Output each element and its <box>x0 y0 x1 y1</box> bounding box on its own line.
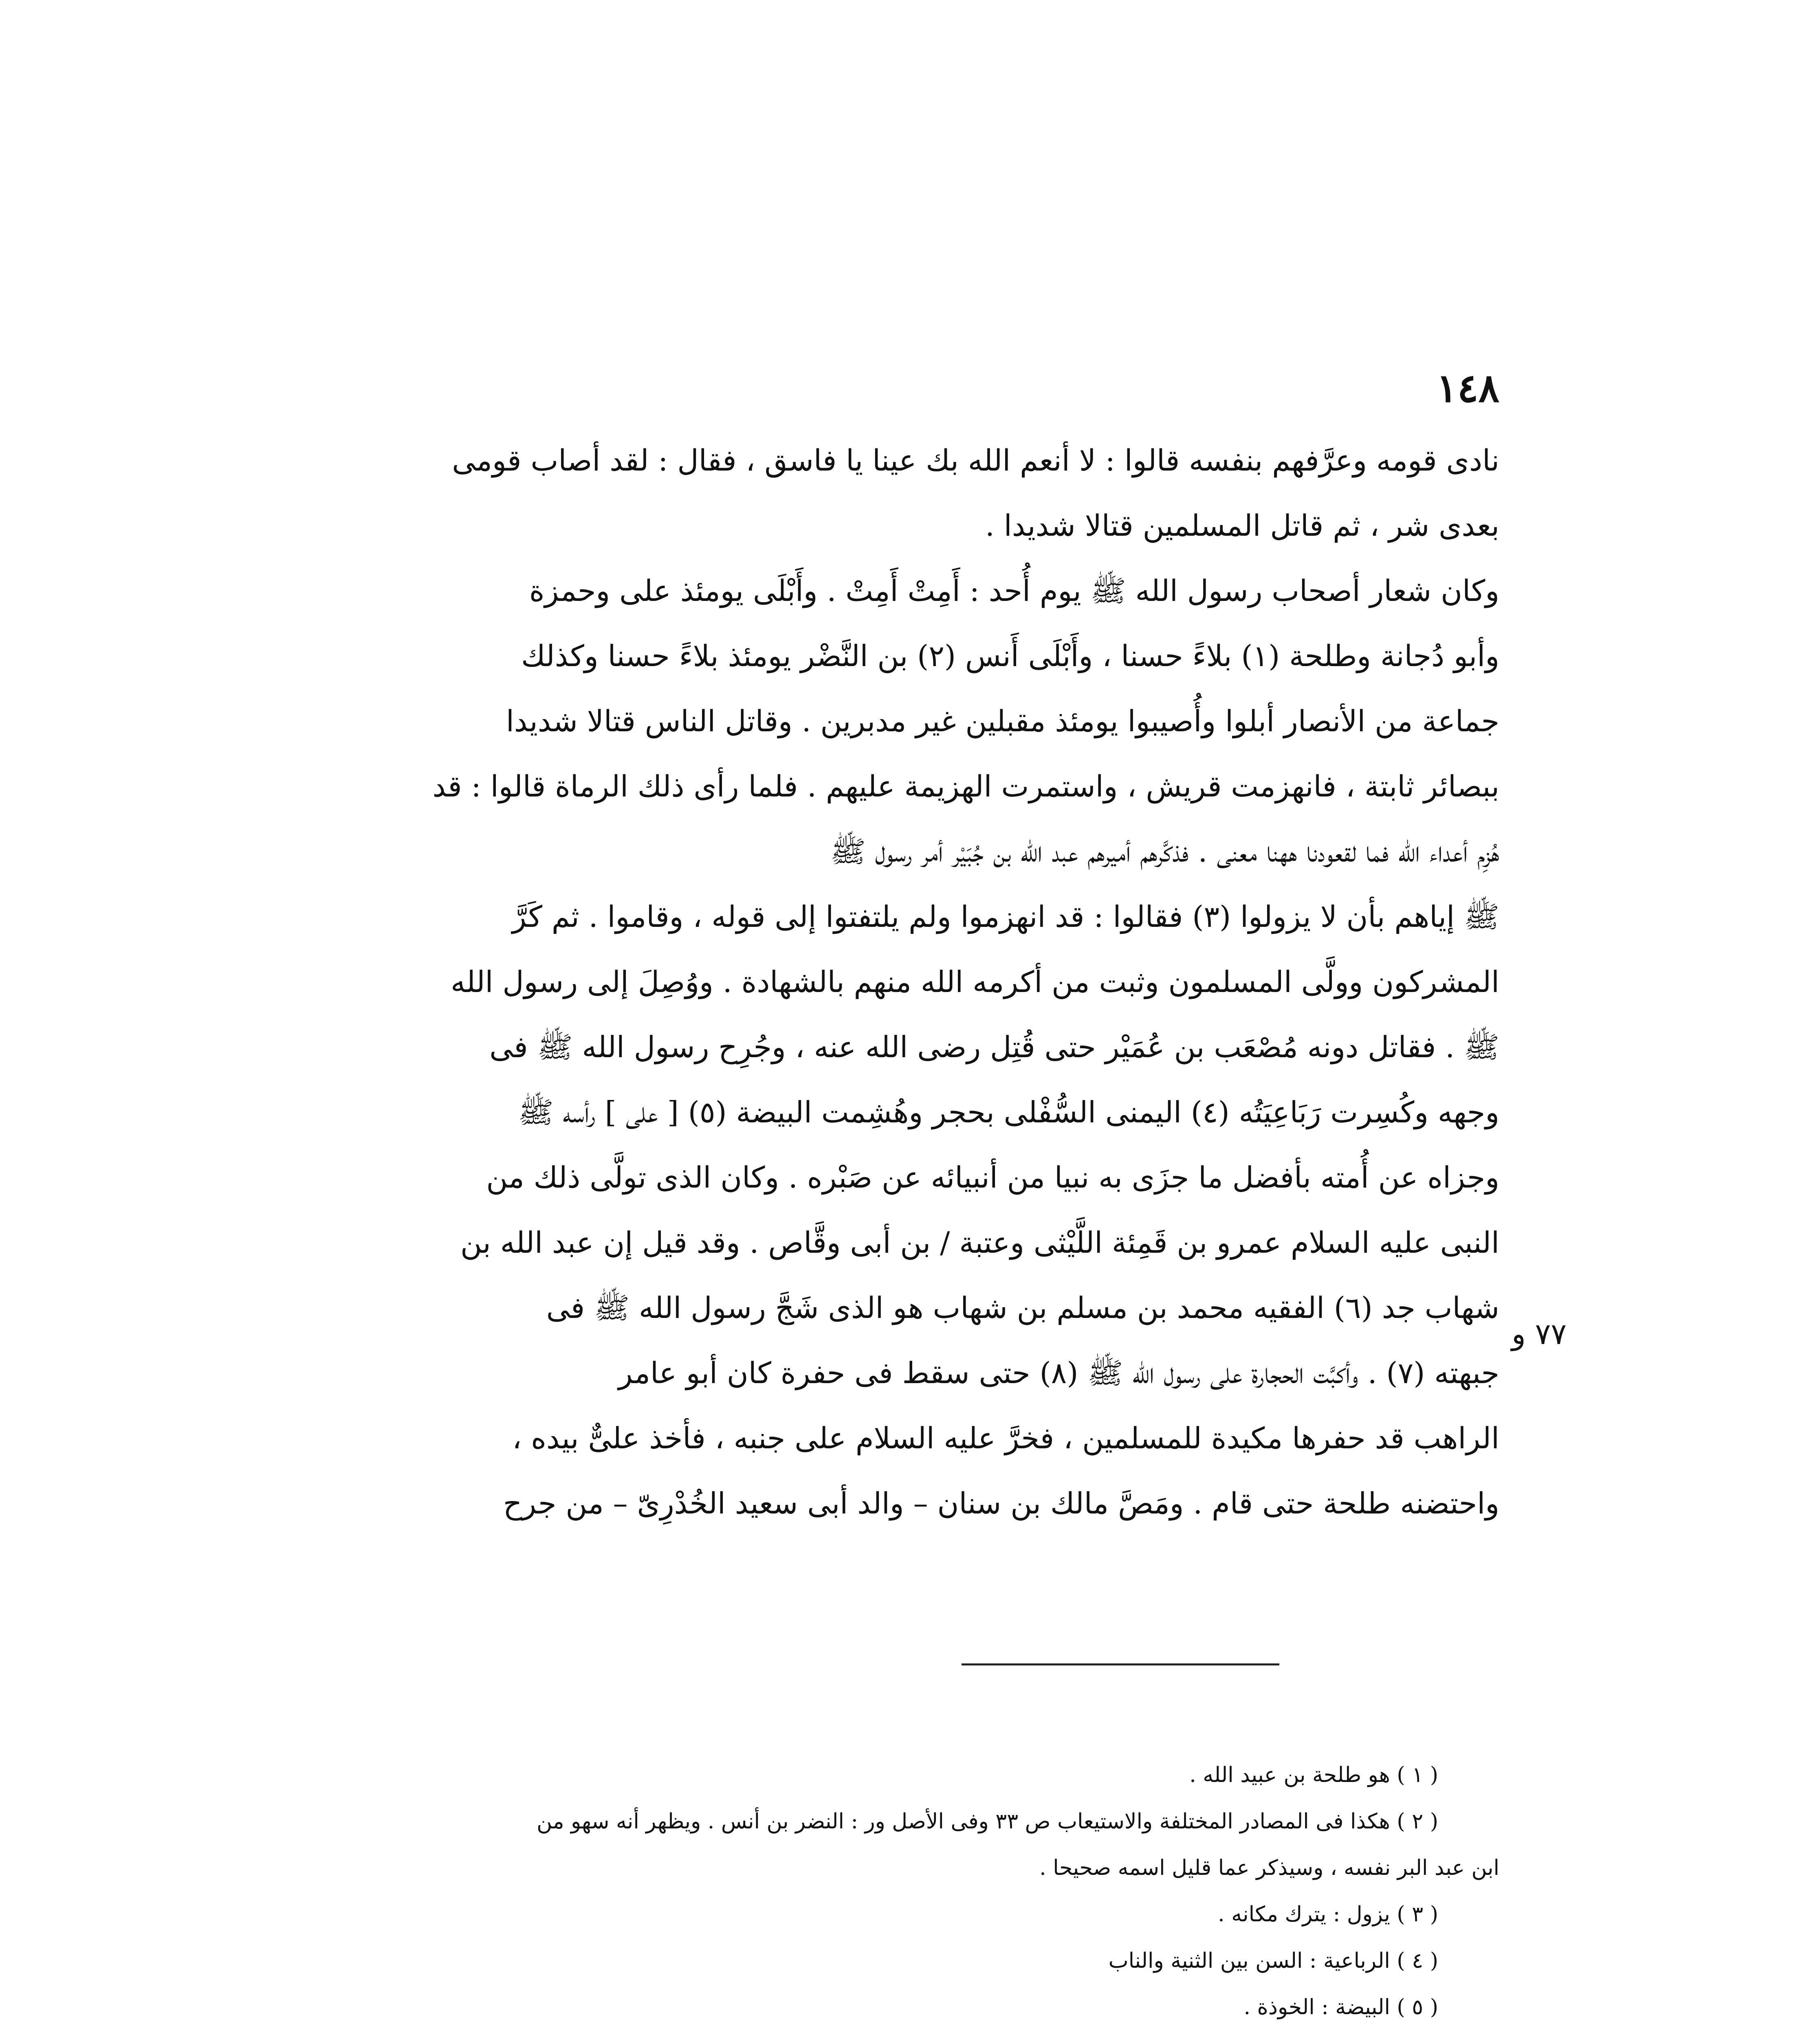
footnote-line: ابن عبد البر نفسه ، وسيذكر عما قليل اسمه صحيحا . <box>1039 1856 1499 1880</box>
footnote-line: ( ٥ ) البيضة : الخوذة . <box>1243 1995 1438 2019</box>
footnote-line: ( ٣ ) يزول : يترك مكانه . <box>1218 1902 1438 1927</box>
text-line: النبى عليه السلام عمرو بن قَمِئة اللَّيْثى وعتبة / بن أبى وقَّاص . وقد قيل إن عبد الله بن <box>460 1225 1499 1260</box>
text-line: ﷺ إياهم بأن لا يزولوا (٣) فقالوا : قد انهزموا ولم يلتفتوا إلى قوله ، وقاموا . ثم كَرَّ <box>512 900 1499 934</box>
text-line: وجزاه عن أُمته بأفضل ما جزَى به نبيا من أنبيائه عن صَبْره . وكان الذى تولَّى ذلك من <box>486 1160 1499 1194</box>
text-line: وجهه وكُسِرت رَبَاعِيَتُه (٤) اليمنى السُّفْلى بحجر وهُشِمت البيضة (٥) [ على ] رأسه ﷺ <box>518 1095 1499 1129</box>
main-text-block <box>293 428 1499 1536</box>
footnote-line <box>293 2030 1499 2037</box>
text-line: واحتضنه طلحة حتى قام . ومَصَّ مالك بن سنان – والد أبى سعيد الخُدْرِىّ – من جرح <box>503 1486 1499 1520</box>
text-line: ببصائر ثابتة ، فانهزمت قريش ، واستمرت الهزيمة عليهم . فلما رأى ذلك الرماة قالوا : قد <box>432 769 1499 803</box>
text-line: شهاب جد (٦) الفقيه محمد بن مسلم بن شهاب هو الذى شَجَّ رسول الله ﷺ فى <box>546 1291 1499 1325</box>
margin-folio-note: ٧٧ و <box>1512 1317 1567 1351</box>
text-line: ﷺ . فقاتل دونه مُصْعَب بن عُمَيْر حتى قُتِل رضى الله عنه ، وجُرِح رسول الله ﷺ فى <box>489 1030 1499 1064</box>
text-line: وكان شعار أصحاب رسول الله ﷺ يوم أُحد : أَمِتْ أَمِتْ . وأَبْلَى يومئذ على وحمزة <box>529 574 1499 608</box>
footnote-line: ( ٤ ) الرباعية : السن بين الثنية والناب <box>1108 1949 1438 1973</box>
page-number: ١٤٨ <box>1436 365 1499 411</box>
text-line: نادى قومه وعرَّفهم بنفسه قالوا : لا أنعم الله بك عينا يا فاسق ، فقال : لقد أصاب قومى <box>452 443 1499 477</box>
text-line: جماعة من الأنصار أبلوا وأُصيبوا يومئذ مقبلين غير مدبرين . وقاتل الناس قتالا شديدا <box>506 704 1499 738</box>
footnote-line: ( ٢ ) هكذا فى المصادر المختلفة والاستيعاب ص ٣٣ وفى الأصل ور : النضر بن أنس . ويظهر أنه سهو من <box>537 1809 1438 1834</box>
footnote-line: ( ١ ) هو طلحة بن عبيد الله . <box>1189 1763 1438 1787</box>
text-line: الراهب قد حفرها مكيدة للمسلمين ، فخرَّ عليه السلام على جنبه ، فأخذ علىٌّ بيده ، <box>512 1421 1499 1455</box>
text-line: جبهته (٧) . وأكبَّت الحجارة على رسول الله ﷺ (٨) حتى سقط فى حفرة كان أبو عامر <box>618 1356 1499 1390</box>
text-line: المشركون وولَّى المسلمون وثبت من أكرمه الله منهم بالشهادة . ووُصِلَ إلى رسول الله <box>451 965 1499 999</box>
footnotes-block <box>293 1752 1499 2037</box>
text-line: بعدى شر ، ثم قاتل المسلمين قتالا شديدا . <box>985 508 1499 543</box>
text-line: هُزِم أعداء الله فما لقعودنا ههنا معنى . فذكَّرهم أميرهم عبد الله بن جُبَيْر أمر رسول ﷺ <box>830 834 1499 869</box>
footnote-separator <box>962 1663 1279 1665</box>
text-line: وأبو دُجانة وطلحة (١) بلاءً حسنا ، وأَبْلَى أَنس (٢) بن النَّضْر يومئذ بلاءً حسنا وكذلك <box>521 639 1499 673</box>
